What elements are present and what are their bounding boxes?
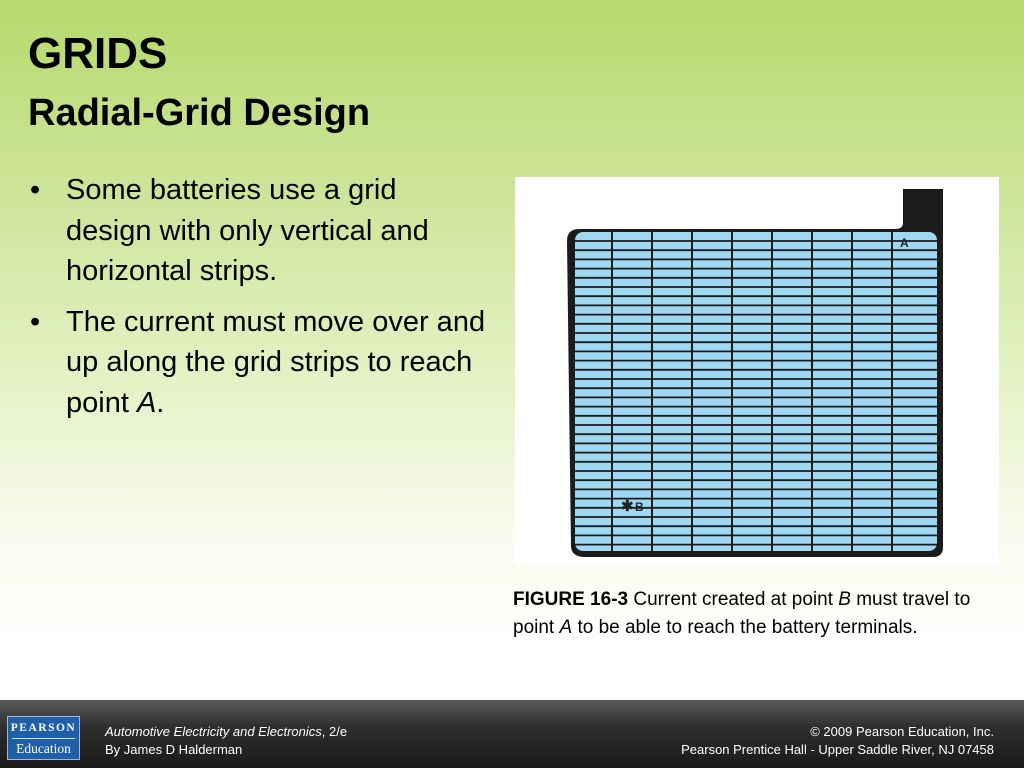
grid-label-b: B [635,500,644,514]
book-author: By James D Halderman [105,742,243,757]
bullet-list [28,170,488,433]
bullet-dot: • [30,305,41,338]
caption-text: to be able to reach the battery terminals. [572,616,918,638]
caption-text: must travel to point [513,589,971,638]
footer-book-info [105,723,347,759]
slide-title: GRIDS [28,29,168,78]
slide-subtitle: Radial-Grid Design [28,92,371,134]
bullet-item [28,302,488,424]
copyright-text: © 2009 Pearson Education, Inc. [810,724,994,739]
figure-number: FIGURE 16-3 [513,589,629,610]
publisher-text: Pearson Prentice Hall - Upper Saddle River, NJ 07458 [681,742,994,757]
battery-grid-illustration [515,177,999,565]
pearson-logo [7,716,80,760]
caption-italic-a: A [559,616,573,638]
figure-caption [513,586,1003,641]
point-marker-icon: ✱ [621,498,634,515]
footer-publisher-info [681,723,994,759]
bullet-text: The current must move over and up along the grid strips to reach point [66,305,486,419]
logo-bottom-text: Education [16,741,71,756]
grid-label-a: A [900,236,909,250]
book-title: Automotive Electricity and Electronics [105,724,322,739]
bullet-italic: A [136,386,157,419]
caption-italic-b: B [838,589,851,610]
bullet-item [28,170,488,292]
figure-image [515,177,999,565]
logo-top-text: PEARSON [10,722,77,734]
book-edition: , 2/e [321,724,348,739]
logo-divider [12,738,75,739]
caption-text: Current created at point [628,589,839,610]
bullet-text-end: . [156,386,165,419]
bullet-text: Some batteries use a grid design with only vertical and horizontal strips. [66,174,429,287]
bullet-dot: • [30,174,41,206]
